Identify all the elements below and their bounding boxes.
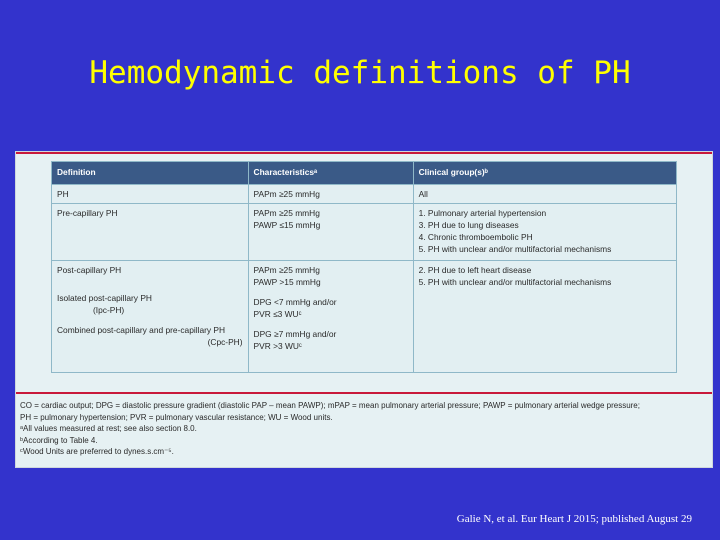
footnote-line: ᶜWood Units are preferred to dynes.s.cm⁻⁵. (20, 447, 174, 456)
cpc-abbreviation: (Cpc-PH) (207, 337, 243, 347)
ipc-abbreviation: (Ipc-PH) (93, 305, 125, 315)
slide-title: Hemodynamic definitions of PH (89, 55, 631, 91)
footnote-line: CO = cardiac output; DPG = diastolic pressure gradient (diastolic PAP – mean PAWP); mPAP = mean pulmonary arterial pressure; PAWP = pulmonary arterial wedge pressure; (20, 401, 640, 410)
group-text: 1. Pulmonary arterial hypertension (418, 208, 547, 218)
table-figure (15, 151, 713, 468)
table-header-row (52, 162, 677, 185)
group-text: 2. PH due to left heart disease (418, 265, 532, 275)
header-characteristics: Characteristicsᵃ (248, 162, 413, 185)
table-row (52, 185, 677, 204)
top-divider (16, 152, 712, 154)
cell-characteristics (248, 261, 413, 373)
definition-text: Pre-capillary PH (57, 208, 118, 218)
cell-clinical-groups (413, 261, 676, 373)
footnote-line: ᵃAll values measured at rest; see also section 8.0. (20, 424, 197, 433)
cell-clinical-groups (413, 204, 676, 261)
group-text: 5. PH with unclear and/or multifactorial mechanisms (418, 277, 612, 287)
group-text: 5. PH with unclear and/or multifactorial mechanisms (418, 244, 612, 254)
characteristic-text: PAPm ≥25 mmHg (253, 189, 320, 199)
cpc-characteristic-text: PVR >3 WUᶜ (253, 341, 302, 351)
cell-clinical-groups (413, 185, 676, 204)
citation: Galie N, et al. Eur Heart J 2015; published August 29 (456, 513, 692, 525)
table-row (52, 261, 677, 373)
group-text: All (418, 189, 428, 199)
ipc-definition-text: Isolated post-capillary PH (57, 293, 152, 303)
definition-text: Post-capillary PH (57, 265, 122, 275)
characteristic-text: PAPm ≥25 mmHg (253, 208, 320, 218)
footnote-line: ᵇAccording to Table 4. (20, 435, 98, 445)
group-text: 4. Chronic thromboembolic PH (418, 232, 533, 242)
footnote-line: PH = pulmonary hypertension; PVR = pulmonary vascular resistance; WU = Wood units. (20, 412, 333, 422)
header-clinical-groups: Clinical group(s)ᵇ (413, 162, 676, 185)
footnote-divider (16, 392, 712, 394)
cpc-definition-text: Combined post-capillary and pre-capillary PH (57, 325, 226, 335)
table-row (52, 204, 677, 261)
cell-definition (52, 204, 249, 261)
cell-characteristics (248, 185, 413, 204)
cell-definition (52, 261, 249, 373)
definition-text: PH (57, 189, 69, 199)
hemodynamic-definitions-table (51, 161, 677, 373)
cell-characteristics (248, 204, 413, 261)
ipc-characteristic-text: PVR ≤3 WUᶜ (253, 309, 302, 319)
group-text: 3. PH due to lung diseases (418, 220, 519, 230)
header-definition: Definition (52, 162, 249, 185)
footnotes (20, 400, 710, 458)
cell-definition (52, 185, 249, 204)
characteristic-text: PAPm ≥25 mmHg (253, 265, 320, 275)
ipc-characteristic-text: DPG <7 mmHg and/or (253, 297, 337, 307)
cpc-characteristic-text: DPG ≥7 mmHg and/or (253, 329, 337, 339)
characteristic-text: PAWP ≤15 mmHg (253, 220, 321, 230)
characteristic-text: PAWP >15 mmHg (253, 277, 321, 287)
